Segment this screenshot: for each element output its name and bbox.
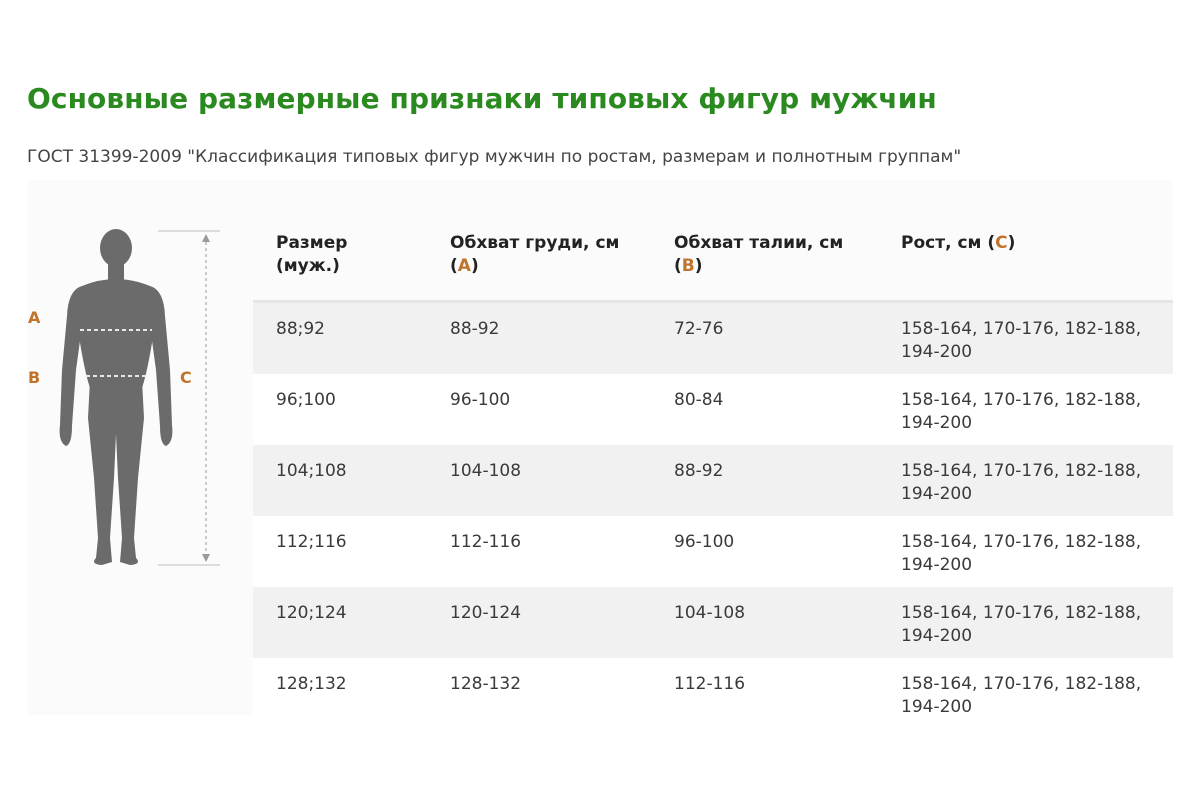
table-row bbox=[253, 302, 1173, 375]
label-c: C bbox=[180, 368, 192, 387]
cell-chest: 88-92 bbox=[427, 302, 651, 375]
arrow-down-icon bbox=[202, 554, 210, 562]
cell-waist: 104-108 bbox=[651, 587, 878, 658]
body-measurement-figure bbox=[20, 220, 235, 580]
cell-size: 120;124 bbox=[253, 587, 427, 658]
cell-size: 88;92 bbox=[253, 302, 427, 375]
table-row bbox=[253, 516, 1173, 587]
cell-height: 158-164, 170-176, 182-188, 194-200 bbox=[878, 302, 1173, 375]
cell-size: 128;132 bbox=[253, 658, 427, 729]
header-chest: Обхват груди, см (A) bbox=[427, 215, 651, 302]
cell-height: 158-164, 170-176, 182-188, 194-200 bbox=[878, 374, 1173, 445]
cell-size: 96;100 bbox=[253, 374, 427, 445]
header-height: Рост, см (C) bbox=[878, 215, 1173, 302]
cell-height: 158-164, 170-176, 182-188, 194-200 bbox=[878, 587, 1173, 658]
cell-chest: 128-132 bbox=[427, 658, 651, 729]
label-b: B bbox=[28, 368, 41, 387]
cell-chest: 104-108 bbox=[427, 445, 651, 516]
header-size: Размер (муж.) bbox=[253, 215, 427, 302]
table-row bbox=[253, 445, 1173, 516]
table-header-row bbox=[253, 215, 1173, 302]
cell-chest: 112-116 bbox=[427, 516, 651, 587]
size-table bbox=[253, 215, 1173, 729]
cell-waist: 88-92 bbox=[651, 445, 878, 516]
cell-size: 112;116 bbox=[253, 516, 427, 587]
cell-waist: 80-84 bbox=[651, 374, 878, 445]
cell-waist: 72-76 bbox=[651, 302, 878, 375]
header-waist: Обхват талии, см (B) bbox=[651, 215, 878, 302]
table-row bbox=[253, 374, 1173, 445]
table-row bbox=[253, 658, 1173, 729]
male-silhouette-icon bbox=[20, 220, 235, 580]
cell-height: 158-164, 170-176, 182-188, 194-200 bbox=[878, 516, 1173, 587]
cell-chest: 96-100 bbox=[427, 374, 651, 445]
page-subtitle: ГОСТ 31399-2009 "Классификация типовых фигур мужчин по ростам, размерам и полнотным группам" bbox=[27, 147, 962, 167]
table-row bbox=[253, 587, 1173, 658]
cell-chest: 120-124 bbox=[427, 587, 651, 658]
page-title: Основные размерные признаки типовых фигур мужчин bbox=[27, 82, 937, 115]
male-silhouette-shape bbox=[60, 229, 173, 565]
cell-height: 158-164, 170-176, 182-188, 194-200 bbox=[878, 658, 1173, 729]
cell-height: 158-164, 170-176, 182-188, 194-200 bbox=[878, 445, 1173, 516]
arrow-up-icon bbox=[202, 234, 210, 242]
cell-waist: 112-116 bbox=[651, 658, 878, 729]
label-a: A bbox=[28, 308, 41, 327]
cell-waist: 96-100 bbox=[651, 516, 878, 587]
cell-size: 104;108 bbox=[253, 445, 427, 516]
